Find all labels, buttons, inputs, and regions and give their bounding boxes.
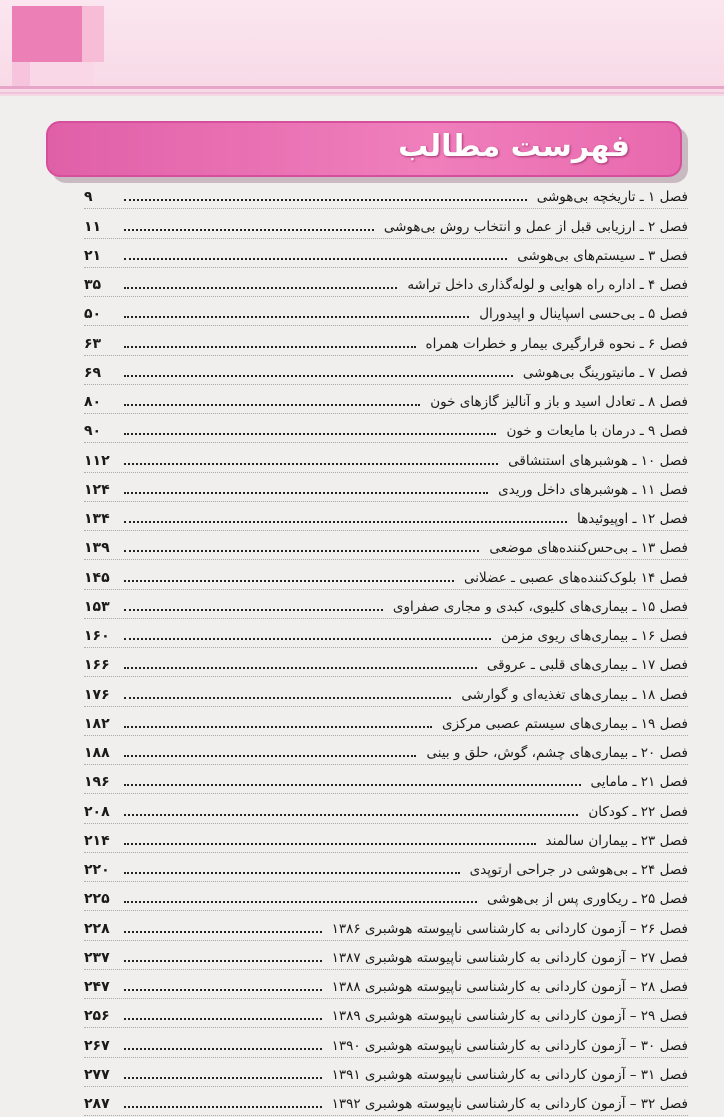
toc-entry-title: فصل ۱۶ ـ بیماری‌های ریوی مزمن [501,628,688,644]
toc-entry-title: فصل ۹ ـ درمان با مایعات و خون [506,423,688,440]
toc-entry [84,882,688,911]
toc-entry-title: فصل ۱۵ ـ بیماری‌های کلیوی، کبدی و مجاری صفراوی [392,598,688,615]
toc-leader-dots [124,432,496,435]
toc-entry [84,1087,688,1116]
toc-entry-page: ۱۶۶ [84,657,110,674]
toc-leader-dots [124,637,491,640]
toc-entry-title: فصل ۲۴ ـ بی‌هوشی در جراحی ارتوپدی [469,862,688,878]
toc-leader-dots [124,228,374,231]
toc-entry [84,736,688,765]
toc-leader-dots [124,930,322,933]
toc-entry [84,385,688,414]
page-title: فهرست مطالب [398,129,630,164]
toc-entry-title: فصل ۳۰ – آزمون کاردانی به کارشناسی ناپیوسته هوشبری ۱۳۹۰ [331,1037,688,1054]
toc-leader-dots [124,725,432,728]
toc-entry-page: ۲۱۴ [84,832,110,849]
decor-square-small [12,62,30,86]
toc-entry-title: فصل ۳ ـ سیستم‌های بی‌هوشی [517,247,688,264]
toc-entry-title: فصل ۵ ـ بی‌حسی اسپاینال و اپیدورال [479,306,688,323]
toc-entry [84,707,688,736]
toc-entry-page: ۱۱۲ [84,452,110,469]
toc-entry-title: فصل ۲۶ – آزمون کاردانی به کارشناسی ناپیوسته هوشبری ۱۳۸۶ [331,920,688,937]
toc-leader-dots [124,1017,322,1020]
toc-leader-dots [124,374,513,377]
table-of-contents [84,180,688,1116]
toc-entry-title: فصل ۲۹ – آزمون کاردانی به کارشناسی ناپیوسته هوشبری ۱۳۸۹ [331,1008,688,1025]
toc-leader-dots [124,462,498,465]
toc-leader-dots [124,900,477,903]
toc-entry-page: ۱۳۴ [84,511,110,527]
toc-entry [84,941,688,970]
toc-entry-page: ۱۸۸ [84,745,110,761]
toc-leader-dots [124,842,536,845]
toc-entry-page: ۱۲۴ [84,481,110,498]
toc-entry-page: ۲۲۸ [84,920,110,937]
toc-entry-page: ۱۱ [84,218,102,235]
toc-entry [84,356,688,385]
toc-entry [84,765,688,794]
toc-entry-page: ۶۳ [84,335,102,352]
toc-leader-dots [124,1105,322,1108]
toc-entry-title: فصل ۴ ـ اداره راه هوایی و لوله‌گذاری داخل تراشه [407,277,688,293]
toc-entry [84,1028,688,1057]
toc-leader-dots [124,988,322,991]
toc-leader-dots [124,403,420,406]
toc-leader-dots [124,1047,322,1050]
toc-entry [84,1058,688,1087]
toc-entry-page: ۲۱ [84,247,102,264]
toc-entry-title: فصل ۳۱ – آزمون کاردانی به کارشناسی ناپیوسته هوشبری ۱۳۹۱ [331,1066,688,1083]
toc-entry [84,502,688,531]
toc-entry [84,531,688,560]
toc-entry-page: ۱۶۰ [84,628,110,644]
toc-entry-title: فصل ۱۴ بلوک‌کننده‌های عصبی ـ عضلانی [463,569,688,586]
toc-entry-page: ۲۸۷ [84,1096,110,1112]
toc-entry-title: فصل ۱۱ ـ هوشبرهای داخل وریدی [498,481,688,498]
toc-entry-page: ۳۵ [84,277,102,293]
toc-leader-dots [124,345,416,348]
toc-entry [84,619,688,648]
decor-square-light [82,6,104,62]
toc-entry-title: فصل ۳۲ – آزمون کاردانی به کارشناسی ناپیوسته هوشبری ۱۳۹۲ [331,1096,688,1112]
toc-entry-page: ۲۷۷ [84,1066,110,1083]
toc-entry [84,326,688,355]
toc-leader-dots [124,666,477,669]
toc-entry [84,999,688,1028]
toc-leader-dots [124,491,488,494]
toc-entry-title: فصل ۷ ـ مانیتورینگ بی‌هوشی [522,364,688,381]
toc-entry [84,268,688,297]
toc-entry-page: ۲۳۷ [84,949,110,966]
toc-entry [84,677,688,706]
toc-entry [84,473,688,502]
toc-entry-page: ۱۹۶ [84,774,110,791]
toc-entry-page: ۹ [84,189,93,206]
toc-entry-page: ۲۵۶ [84,1008,110,1025]
toc-entry-title: فصل ۲ ـ ارزیابی قبل از عمل و انتخاب روش بی‌هوشی [383,218,688,235]
toc-entry-title: فصل ۱۳ ـ بی‌حس‌کننده‌های موضعی [489,540,688,557]
toc-entry-title: فصل ۱۹ ـ بیماری‌های سیستم عصبی مرکزی [442,715,688,732]
toc-leader-dots [124,549,479,552]
toc-entry [84,443,688,472]
toc-entry-title: فصل ۶ ـ نحوه قرارگیری بیمار و خطرات همراه [425,335,688,352]
toc-entry [84,414,688,443]
decor-square-pale [30,62,94,86]
header-stripe [0,86,724,89]
toc-entry-title: فصل ۲۰ ـ بیماری‌های چشم، گوش، حلق و بینی [426,745,688,761]
toc-entry-page: ۱۴۵ [84,569,110,586]
toc-leader-dots [124,286,397,289]
toc-leader-dots [124,959,322,962]
toc-entry-page: ۲۲۵ [84,891,110,908]
toc-entry-title: فصل ۱۰ ـ هوشبرهای استنشاقی [508,452,688,469]
toc-entry-page: ۱۷۶ [84,686,110,703]
toc-entry-page: ۲۴۷ [84,979,110,995]
decor-square-large [12,6,82,62]
toc-entry [84,824,688,853]
toc-entry-page: ۲۲۰ [84,862,110,878]
toc-entry-title: فصل ۲۵ ـ ریکاوری پس از بی‌هوشی [487,891,688,908]
toc-entry-title: فصل ۲۸ – آزمون کاردانی به کارشناسی ناپیوسته هوشبری ۱۳۸۸ [331,979,688,995]
toc-entry [84,560,688,589]
toc-entry [84,970,688,999]
toc-entry-title: فصل ۸ ـ تعادل اسید و باز و آنالیز گازهای خون [430,394,688,410]
toc-entry-page: ۸۰ [84,394,102,410]
toc-entry-page: ۹۰ [84,423,102,440]
header-stripe-thin [0,92,724,94]
toc-leader-dots [124,871,460,874]
toc-entry [84,648,688,677]
toc-entry-title: فصل ۱۲ ـ اوپیوئیدها [577,511,688,527]
toc-leader-dots [124,198,527,201]
toc-entry [84,297,688,326]
toc-entry [84,180,688,209]
toc-leader-dots [124,520,567,523]
toc-entry-title: فصل ۱۷ ـ بیماری‌های قلبی ـ عروقی [486,657,688,674]
toc-leader-dots [124,813,578,816]
title-tab [46,121,682,177]
toc-entry-page: ۱۵۳ [84,598,110,615]
toc-entry-title: فصل ۲۳ ـ بیماران سالمند [545,832,688,849]
toc-leader-dots [124,257,507,260]
toc-leader-dots [124,579,454,582]
toc-entry [84,794,688,823]
toc-entry [84,209,688,238]
toc-entry [84,239,688,268]
toc-entry-title: فصل ۲۲ ـ کودکان [588,803,688,820]
toc-entry-title: فصل ۱ ـ تاریخچه بی‌هوشی [536,189,688,206]
toc-leader-dots [124,608,383,611]
toc-leader-dots [124,754,416,757]
toc-entry-page: ۶۹ [84,364,102,381]
toc-leader-dots [124,696,451,699]
toc-entry-page: ۲۶۷ [84,1037,110,1054]
toc-entry-title: فصل ۲۱ ـ مامایی [590,774,688,791]
toc-entry-title: فصل ۲۷ – آزمون کاردانی به کارشناسی ناپیوسته هوشبری ۱۳۸۷ [331,949,688,966]
toc-leader-dots [124,1076,322,1079]
toc-entry [84,853,688,882]
toc-entry-page: ۵۰ [84,306,102,323]
toc-leader-dots [124,783,581,786]
toc-entry-page: ۱۳۹ [84,540,110,557]
toc-entry-page: ۲۰۸ [84,803,110,820]
toc-entry [84,590,688,619]
header-band [0,0,724,96]
toc-entry-page: ۱۸۲ [84,715,110,732]
toc-leader-dots [124,315,469,318]
toc-entry-title: فصل ۱۸ ـ بیماری‌های تغذیه‌ای و گوارشی [461,686,688,703]
toc-entry [84,911,688,940]
